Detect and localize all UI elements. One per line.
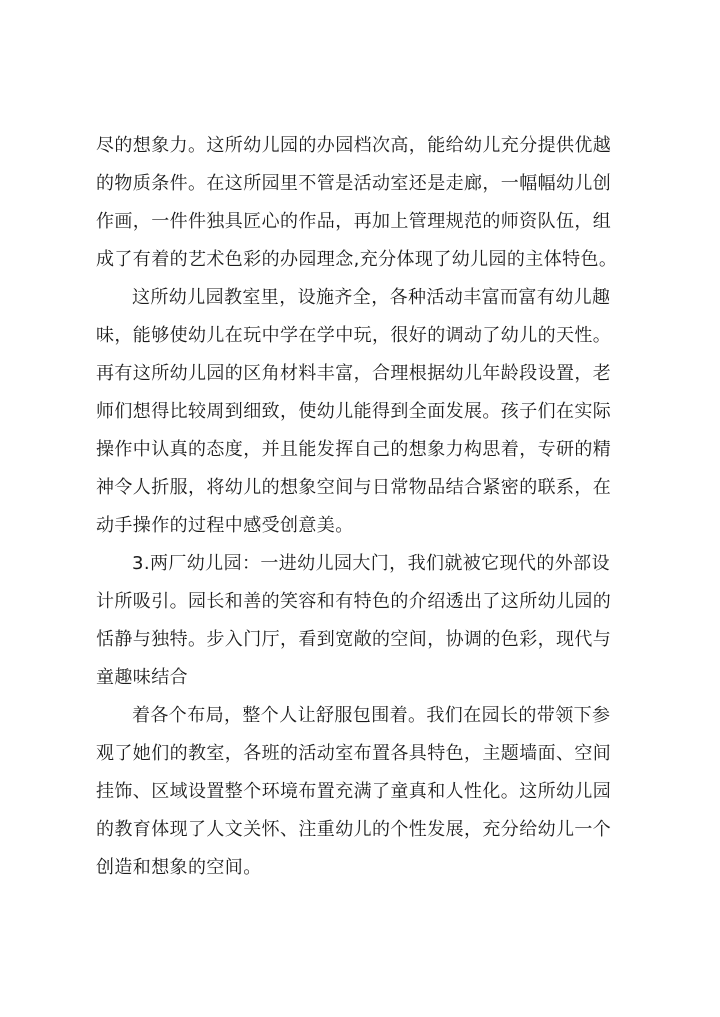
text-line: 尽的想象力。这所幼儿园的办园档次高，能给幼儿充分提供优越 [96,135,612,156]
text-line: 观了她们的教室，各班的活动室布置各具特色，主题墙面、空间 [96,743,612,764]
text-line: 神令人折服，将幼儿的想象空间与日常物品结合紧密的联系，在 [96,477,612,498]
body-text [96,127,656,887]
text-line: 创造和想象的空间。 [96,857,262,878]
text-line: 恬静与独特。步入门厅，看到宽敞的空间，协调的色彩，现代与 [96,629,612,650]
text-line: 这所幼儿园教室里，设施齐全，各种活动丰富而富有幼儿趣 [132,287,611,308]
text-line: 童趣味结合 [96,667,188,688]
text-line: 着各个布局，整个人让舒服包围着。我们在园长的带领下参 [132,705,611,726]
text-line: 3.两厂幼儿园：一进幼儿园大门，我们就被它现代的外部设 [132,553,610,574]
text-line: 计所吸引。园长和善的笑容和有特色的介绍透出了这所幼儿园的 [96,591,612,612]
text-line: 的教育体现了人文关怀、注重幼儿的个性发展，充分给幼儿一个 [96,819,612,840]
text-line: 操作中认真的态度，并且能发挥自己的想象力构思着，专研的精 [96,439,612,460]
text-line: 动手操作的过程中感受创意美。 [96,515,354,536]
text-line: 的物质条件。在这所园里不管是活动室还是走廊，一幅幅幼儿创 [96,173,612,194]
text-line: 再有这所幼儿园的区角材料丰富，合理根据幼儿年龄段设置，老 [96,363,612,384]
text-line: 味，能够使幼儿在玩中学在学中玩，很好的调动了幼儿的天性。 [96,325,612,346]
text-line: 作画，一件件独具匠心的作品，再加上管理规范的师资队伍，组 [96,211,612,232]
text-line: 成了有着的艺术色彩的办园理念,充分体现了幼儿园的主体特色。 [96,249,618,270]
text-line: 师们想得比较周到细致，使幼儿能得到全面发展。孩子们在实际 [96,401,612,422]
text-line: 挂饰、区域设置整个环境布置充满了童真和人性化。这所幼儿园 [96,781,612,802]
